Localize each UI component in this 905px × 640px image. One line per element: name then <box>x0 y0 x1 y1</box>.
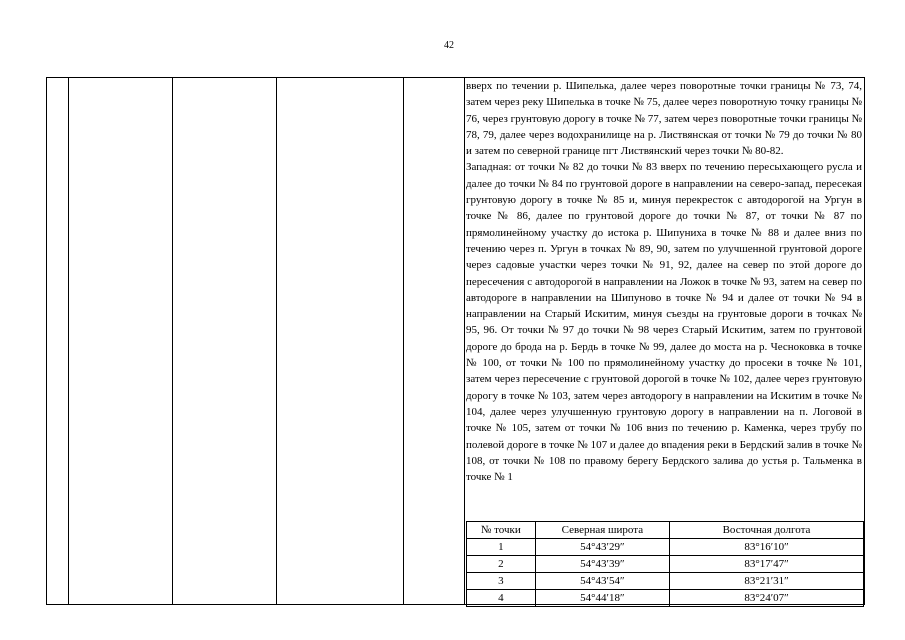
table-row <box>467 590 864 607</box>
east-longitude: 83°16′10″ <box>670 539 864 556</box>
table-column-border <box>172 77 173 605</box>
boundary-description <box>466 78 862 485</box>
east-longitude: 83°24′07″ <box>670 590 864 607</box>
table-row <box>467 573 864 590</box>
boundary-paragraph-north-east: вверх по течении р. Шипелька, далее через поворотные точки границы № 73, 74, затем через реку Шипелька в точке № 75, далее через поворотную точку границы № 76, через грунтовую дорогу в точке № 77, затем через поворотные точки границы № 78, 79, далее через водохранилище на р. Листвянская от точки № 79 до точки № 80 и затем по северной границе пгт Листвянский через точки № 80-82. <box>466 80 862 158</box>
point-number: 3 <box>467 573 536 590</box>
header-point-number: № точки <box>467 522 536 539</box>
north-latitude: 54°44′18″ <box>535 590 669 607</box>
table-column-border <box>464 77 465 605</box>
table-column-border <box>46 77 47 605</box>
table-row <box>467 556 864 573</box>
table-column-border <box>68 77 69 605</box>
east-longitude: 83°17′47″ <box>670 556 864 573</box>
header-east-longitude: Восточная долгота <box>670 522 864 539</box>
table-row <box>467 539 864 556</box>
header-north-latitude: Северная широта <box>535 522 669 539</box>
coordinates-table-header <box>467 522 864 539</box>
point-number: 2 <box>467 556 536 573</box>
east-longitude: 83°21′31″ <box>670 573 864 590</box>
north-latitude: 54°43′54″ <box>535 573 669 590</box>
point-number: 4 <box>467 590 536 607</box>
page-number: 42 <box>444 40 454 51</box>
north-latitude: 54°43′39″ <box>535 556 669 573</box>
north-latitude: 54°43′29″ <box>535 539 669 556</box>
table-column-border <box>403 77 404 605</box>
table-column-border <box>864 77 865 605</box>
point-number: 1 <box>467 539 536 556</box>
boundary-paragraph-west: Западная: от точки № 82 до точки № 83 вверх по течению пересыхающего русла и далее до точки № 84 по грунтовой дороге в направлении на северо-запад, пересекая грунтовую дорогу в точке № 85 и, минуя перекресток с автодорогой на Ургун в точке № 86, далее по грунтовой дороге до точки № 87, от точки № 87 по прямолинейному участку до истока р. Шипуниха в точке № 88 и далее вниз по течению через п. Ургун в точках № 89, 90, затем по улучшенной грунтовой дороге через садовые участки через точки № 91, 92, далее на север по этой дороге до пересечения с автодорогой в направлении на Ложок в точке № 93, затем на север по автодороге в направлении на Шипуново в точке № 94 и далее от точки № 94 в направлении на Старый Искитим, минуя съезды на грунтовые дороги в точках № 95, 96. От точки № 97 до точки № 98 через Старый Искитим, затем по грунтовой дороге до брода на р. Бердь в точке № 99, далее до моста на р. Чесноковка в точке № 100, от точки № 100 по прямолинейному участку до просеки в точке № 101, затем через пересечение с грунтовой дорогой в точке № 102, далее через грунтовую дорогу в точке № 103, затем через автодорогу в направлении на Искитим в точке № 104, далее через улучшенную грунтовую дорогу в направлении на п. Логовой в точке № 105, затем от точки № 106 вниз по течению р. Каменка, через трубу по полевой дороге в точке № 107 и далее до впадения реки в Бердский залив в точке № 108, от точки № 108 по правому берегу Бердского залива до устья р. Тальменка в точке № 1 <box>466 161 862 484</box>
table-column-border <box>276 77 277 605</box>
coordinates-table <box>466 521 864 607</box>
